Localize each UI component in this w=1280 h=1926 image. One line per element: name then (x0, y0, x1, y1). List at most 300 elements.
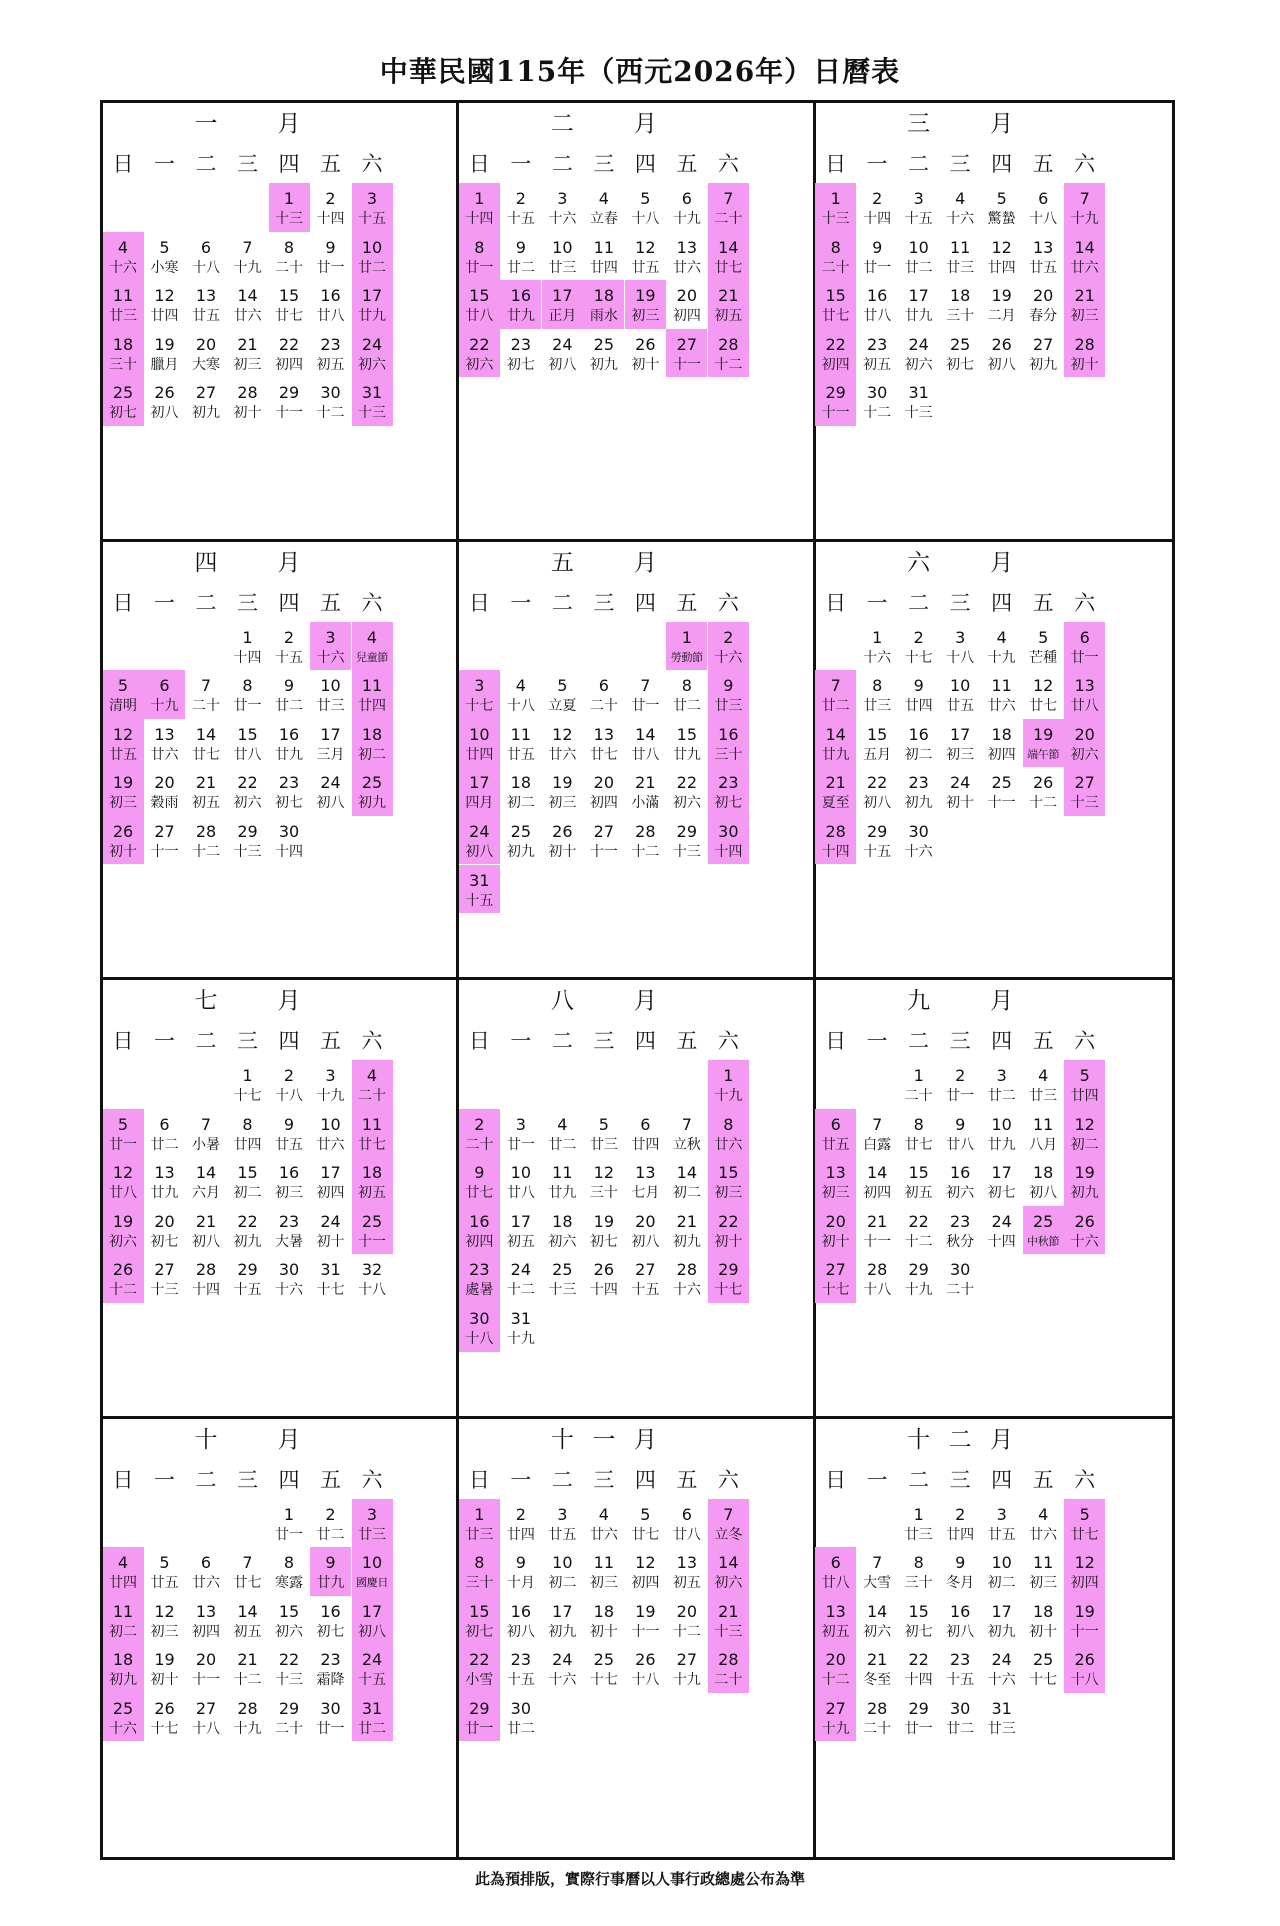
month-title (816, 980, 1172, 1020)
day-number: 13 (676, 1553, 697, 1573)
day-number: 1 (474, 1504, 485, 1524)
day-number: 13 (635, 1163, 656, 1183)
lunar-date: 廿四 (946, 1526, 975, 1543)
day-number: 21 (635, 773, 656, 793)
day-cell (227, 232, 268, 281)
day-number: 25 (112, 383, 134, 403)
lunar-date: 十一 (863, 1233, 892, 1250)
lunar-date: 初三 (946, 746, 975, 763)
day-number: 28 (866, 1698, 888, 1718)
day-number: 5 (159, 237, 170, 257)
day-cell (227, 280, 268, 329)
weekday-label: 日 (825, 590, 847, 615)
day-number: 2 (515, 1504, 526, 1524)
day-number: 9 (872, 237, 883, 257)
day-number: 12 (112, 1163, 134, 1183)
day-number: 25 (1032, 1650, 1054, 1670)
day-cell (857, 767, 898, 816)
lunar-date: 十四 (275, 843, 303, 860)
day-cell (625, 183, 666, 232)
lunar-date: 初三 (714, 1185, 743, 1202)
lunar-date: 初三 (233, 356, 262, 373)
day-number: 22 (469, 334, 490, 354)
day-number: 13 (1074, 676, 1095, 696)
day-number: 28 (635, 821, 656, 841)
day-cell (583, 1644, 624, 1693)
lunar-date: 初三 (275, 1185, 303, 1202)
day-number: 28 (825, 821, 846, 841)
lunar-date: 初七 (946, 356, 975, 373)
day-number: 22 (825, 334, 846, 354)
month-panel (816, 103, 1172, 542)
day-number: 7 (681, 1114, 692, 1134)
day-number: 2 (723, 627, 734, 647)
day-number: 32 (361, 1260, 383, 1280)
day-number: 21 (718, 1601, 739, 1621)
lunar-date: 初六 (109, 1233, 137, 1250)
lunar-date: 廿四 (109, 1575, 137, 1592)
month-title (816, 542, 1172, 582)
day-cell (940, 232, 981, 281)
day-cell (1023, 329, 1064, 378)
day-number: 24 (361, 334, 383, 354)
day-number: 4 (366, 627, 378, 647)
day-cell (815, 719, 856, 768)
lunar-date: 初九 (109, 1672, 137, 1689)
day-number: 3 (325, 1066, 336, 1085)
lunar-date: 初十 (1070, 356, 1099, 373)
day-cell (269, 280, 310, 329)
day-number: 5 (117, 1114, 129, 1134)
day-cell (310, 1499, 351, 1548)
day-number: 25 (593, 334, 614, 354)
lunar-date: 十四 (863, 211, 892, 227)
day-cell (815, 1693, 856, 1742)
day-cell (625, 329, 666, 378)
day-number: 20 (825, 1211, 846, 1231)
day-cell (583, 280, 624, 329)
lunar-date: 十六 (548, 1672, 577, 1689)
day-number: 24 (320, 1211, 341, 1231)
day-cell (500, 1547, 541, 1596)
lunar-date: 初八 (465, 843, 494, 860)
day-cell (144, 1109, 185, 1158)
lunar-date: 三月 (316, 746, 345, 763)
lunar-date: 十七 (150, 1720, 179, 1737)
day-cell (542, 719, 583, 768)
day-number: 22 (469, 1650, 490, 1670)
day-number: 27 (825, 1698, 846, 1718)
day-cell (103, 232, 144, 281)
day-cell (352, 670, 393, 719)
day-number: 7 (872, 1553, 883, 1573)
month-title-char: 月 (277, 111, 301, 137)
day-number: 20 (195, 334, 217, 354)
lunar-date: 二十 (904, 1088, 933, 1104)
lunar-date: 十二 (904, 1233, 933, 1250)
lunar-date: 小滿 (631, 795, 660, 812)
day-number: 25 (949, 334, 971, 354)
day-cell (898, 1254, 939, 1303)
lunar-date: 十七 (714, 1282, 743, 1299)
weekday-label: 五 (1032, 152, 1054, 176)
weekday-label: 四 (278, 1029, 300, 1053)
lunar-date: 初四 (987, 746, 1016, 763)
lunar-date: 初九 (506, 843, 535, 860)
day-cell (708, 719, 749, 768)
day-cell (857, 1157, 898, 1206)
day-number: 13 (195, 286, 217, 306)
lunar-date: 十六 (316, 649, 345, 666)
lunar-date: 十三 (821, 211, 850, 227)
lunar-date: 十九 (672, 1672, 701, 1689)
day-number: 23 (949, 1211, 971, 1231)
day-number: 26 (635, 1650, 656, 1670)
day-number: 12 (593, 1163, 614, 1183)
day-number: 31 (361, 1698, 383, 1718)
calendar-grid (100, 100, 1175, 1860)
day-cell (227, 377, 268, 426)
day-number: 25 (510, 821, 531, 841)
day-number: 15 (718, 1163, 739, 1183)
month-title-char: 五 (550, 549, 574, 576)
day-cell (940, 670, 981, 719)
day-number: 26 (635, 334, 656, 354)
day-number: 22 (718, 1211, 739, 1231)
lunar-date: 初九 (904, 795, 933, 812)
weekday-label: 日 (112, 152, 134, 176)
page-title: 中華民國115年（西元2026年）日曆表 (379, 55, 901, 88)
day-cell (103, 1157, 144, 1206)
day-cell (227, 1109, 268, 1158)
weekday-label: 日 (112, 590, 134, 615)
day-cell (583, 816, 624, 865)
day-cell (227, 622, 268, 671)
day-number: 6 (681, 1504, 692, 1524)
lunar-date: 廿一 (465, 1720, 494, 1737)
day-number: 24 (908, 334, 929, 354)
month-panel (459, 542, 815, 981)
lunar-date: 十九 (987, 649, 1016, 666)
day-cell (625, 1109, 666, 1158)
day-cell (898, 1644, 939, 1693)
lunar-date: 初四 (1070, 1575, 1099, 1592)
lunar-date: 十八 (863, 1282, 892, 1299)
month-title-char: 二 (550, 111, 574, 137)
day-cell (1023, 1644, 1064, 1693)
weekday-label: 三 (593, 1467, 615, 1492)
lunar-date: 廿三 (316, 698, 345, 715)
day-number: 26 (552, 821, 573, 841)
day-number: 13 (195, 1601, 217, 1621)
day-number: 5 (640, 189, 651, 208)
day-number: 7 (200, 676, 212, 696)
day-number: 13 (154, 724, 175, 744)
lunar-date: 五月 (863, 746, 892, 763)
lunar-date: 十三 (358, 405, 386, 422)
day-number: 30 (320, 383, 341, 403)
day-number: 10 (552, 1553, 573, 1573)
day-cell (227, 1596, 268, 1645)
day-number: 3 (996, 1504, 1007, 1524)
lunar-date: 十八 (358, 1282, 386, 1299)
day-cell (1023, 719, 1064, 768)
lunar-date: 廿七 (821, 308, 850, 325)
weekday-label: 二 (195, 1029, 217, 1053)
lunar-date: 廿四 (589, 259, 618, 276)
month-title-char: 月 (633, 1426, 657, 1453)
lunar-date: 初十 (1029, 1623, 1058, 1640)
lunar-date: 初二 (548, 1575, 577, 1592)
lunar-date: 十五 (506, 1672, 535, 1689)
lunar-date: 初四 (465, 1233, 494, 1250)
day-cell (898, 1596, 939, 1645)
day-number: 8 (913, 1114, 924, 1134)
day-number: 15 (908, 1601, 929, 1621)
day-number: 16 (908, 724, 929, 744)
day-cell (186, 719, 227, 768)
day-cell (310, 377, 351, 426)
lunar-date: 廿九 (672, 746, 701, 763)
day-cell (227, 1157, 268, 1206)
day-number: 29 (278, 383, 300, 403)
lunar-date: 三十 (589, 1185, 618, 1202)
day-number: 19 (635, 286, 656, 306)
lunar-date: 廿七 (275, 308, 303, 325)
day-cell (708, 1254, 749, 1303)
lunar-date: 初六 (465, 356, 494, 373)
day-cell (940, 622, 981, 671)
lunar-date: 初二 (506, 795, 535, 812)
day-cell (103, 377, 144, 426)
day-number: 7 (1079, 189, 1090, 208)
day-number: 3 (996, 1066, 1007, 1085)
lunar-date: 初五 (233, 1623, 262, 1640)
day-cell (227, 1060, 268, 1109)
lunar-date: 立夏 (548, 698, 577, 715)
day-number: 10 (552, 237, 573, 257)
day-cell (1023, 232, 1064, 281)
weekday-label: 四 (991, 1467, 1013, 1492)
weekday-label: 日 (825, 1467, 847, 1492)
day-number: 1 (913, 1504, 924, 1524)
day-cell (310, 1254, 351, 1303)
day-number: 9 (913, 676, 924, 696)
lunar-date: 小雪 (465, 1672, 494, 1689)
weekday-label: 一 (154, 152, 175, 176)
day-cell (310, 1109, 351, 1158)
day-cell (708, 1547, 749, 1596)
lunar-date: 廿三 (904, 1526, 933, 1543)
day-cell (583, 1547, 624, 1596)
lunar-date: 廿二 (316, 1526, 345, 1543)
lunar-date: 勞動節 (670, 650, 703, 664)
lunar-date: 初六 (863, 1623, 892, 1640)
day-cell (583, 1206, 624, 1255)
lunar-date: 初六 (672, 795, 701, 812)
lunar-date: 初七 (109, 405, 137, 422)
lunar-date: 二十 (358, 1088, 386, 1104)
lunar-date: 廿三 (589, 1136, 618, 1153)
lunar-date: 初七 (316, 1623, 345, 1640)
lunar-date: 二十 (946, 1282, 975, 1299)
weekday-label: 日 (468, 152, 490, 176)
day-cell (459, 1596, 500, 1645)
weekday-header (459, 582, 812, 622)
day-number: 18 (949, 286, 971, 306)
day-cell (981, 1499, 1022, 1548)
lunar-date: 初九 (672, 1233, 701, 1250)
day-cell (666, 1644, 707, 1693)
day-number: 5 (996, 189, 1007, 208)
day-cell (583, 1157, 624, 1206)
lunar-date: 十一 (150, 843, 179, 860)
weekday-label: 一 (154, 1467, 175, 1492)
day-number: 20 (154, 1211, 175, 1231)
lunar-date: 廿八 (316, 308, 345, 325)
day-number: 23 (510, 1650, 531, 1670)
day-number: 9 (955, 1114, 966, 1134)
lunar-date: 十一 (672, 356, 701, 373)
day-number: 27 (154, 1260, 175, 1280)
day-number: 28 (1074, 334, 1095, 354)
day-number: 5 (1079, 1504, 1090, 1524)
weekday-label: 三 (949, 1029, 971, 1053)
day-cell (186, 1644, 227, 1693)
day-cell (500, 1157, 541, 1206)
day-cell (583, 719, 624, 768)
lunar-date: 廿五 (275, 1136, 303, 1153)
day-cell (815, 670, 856, 719)
day-number: 1 (242, 1066, 253, 1085)
day-number: 12 (635, 237, 656, 257)
day-cell (500, 280, 541, 329)
weekday-label: 日 (468, 590, 490, 615)
day-cell (352, 377, 393, 426)
weekday-label: 三 (237, 152, 258, 176)
lunar-date: 廿七 (589, 746, 618, 763)
lunar-date: 中秋節 (1027, 1234, 1060, 1248)
day-number: 14 (825, 724, 846, 744)
weekday-label: 四 (634, 152, 656, 176)
day-number: 1 (723, 1066, 734, 1085)
lunar-date: 初七 (275, 795, 303, 812)
lunar-date: 十二 (672, 1623, 701, 1640)
day-number: 3 (515, 1114, 526, 1134)
day-cell (352, 1254, 393, 1303)
day-cell (815, 377, 856, 426)
day-cell (666, 622, 707, 671)
month-title-char: 一 (194, 111, 218, 137)
weekday-label: 三 (237, 590, 258, 615)
day-number: 12 (635, 1553, 656, 1573)
day-number: 10 (949, 676, 971, 696)
day-number: 4 (996, 627, 1007, 647)
weekday-label: 二 (195, 1467, 217, 1492)
lunar-date: 廿七 (714, 259, 743, 276)
weekday-label: 六 (1074, 1467, 1096, 1492)
day-cell (269, 1499, 310, 1548)
lunar-date: 初八 (548, 356, 577, 373)
lunar-date: 十九 (821, 1720, 850, 1737)
month-title (103, 980, 456, 1020)
weekday-label: 六 (361, 152, 383, 176)
day-number: 22 (676, 773, 697, 793)
day-cell (625, 280, 666, 329)
weekday-label: 五 (676, 1467, 698, 1492)
day-number: 10 (361, 1553, 383, 1573)
weekday-label: 二 (908, 1467, 930, 1492)
day-cell (666, 329, 707, 378)
day-cell (981, 329, 1022, 378)
day-cell (269, 1157, 310, 1206)
lunar-date: 初七 (465, 1623, 494, 1640)
lunar-date: 初十 (316, 1233, 345, 1250)
day-number: 28 (237, 1698, 258, 1718)
weekday-label: 四 (278, 590, 300, 615)
day-number: 15 (237, 724, 258, 744)
day-cell (625, 767, 666, 816)
day-cell (981, 1693, 1022, 1742)
day-number: 8 (283, 1553, 295, 1573)
day-number: 20 (154, 773, 175, 793)
lunar-date: 二十 (863, 1720, 892, 1737)
day-cell (625, 1157, 666, 1206)
day-cell (542, 1596, 583, 1645)
day-number: 15 (676, 724, 697, 744)
day-cell (352, 183, 393, 232)
lunar-date: 初四 (672, 308, 701, 325)
day-number: 3 (325, 627, 336, 647)
lunar-date: 廿八 (109, 1185, 137, 1202)
day-cell (500, 1303, 541, 1352)
lunar-date: 初十 (714, 1233, 743, 1250)
day-cell (1023, 183, 1064, 232)
month-title-char: 一 (592, 1426, 616, 1453)
day-number: 19 (154, 334, 175, 354)
day-cell (500, 767, 541, 816)
day-number: 10 (320, 676, 341, 696)
day-cell (186, 1109, 227, 1158)
lunar-date: 初八 (316, 795, 345, 812)
day-cell (583, 1596, 624, 1645)
month-panel (459, 1419, 815, 1858)
lunar-date: 十八 (631, 1672, 660, 1689)
lunar-date: 立冬 (714, 1526, 743, 1543)
day-number: 16 (278, 1163, 300, 1183)
day-number: 24 (552, 334, 573, 354)
lunar-date: 廿五 (192, 308, 220, 325)
day-number: 23 (908, 773, 929, 793)
day-cell (500, 1254, 541, 1303)
day-number: 9 (325, 1553, 336, 1573)
weekday-label: 三 (949, 152, 971, 176)
lunar-date: 十四 (987, 1233, 1016, 1250)
lunar-date: 十七 (904, 649, 933, 666)
day-number: 28 (195, 821, 217, 841)
lunar-date: 廿四 (233, 1136, 262, 1153)
lunar-date: 初四 (275, 356, 303, 373)
day-number: 11 (949, 237, 971, 257)
weekday-header (103, 1020, 456, 1060)
day-number: 30 (866, 383, 888, 403)
day-number: 30 (510, 1698, 531, 1718)
day-cell (625, 1499, 666, 1548)
day-cell (542, 183, 583, 232)
day-cell (940, 1060, 981, 1109)
lunar-date: 廿六 (1029, 1526, 1058, 1543)
day-number: 21 (718, 286, 739, 306)
